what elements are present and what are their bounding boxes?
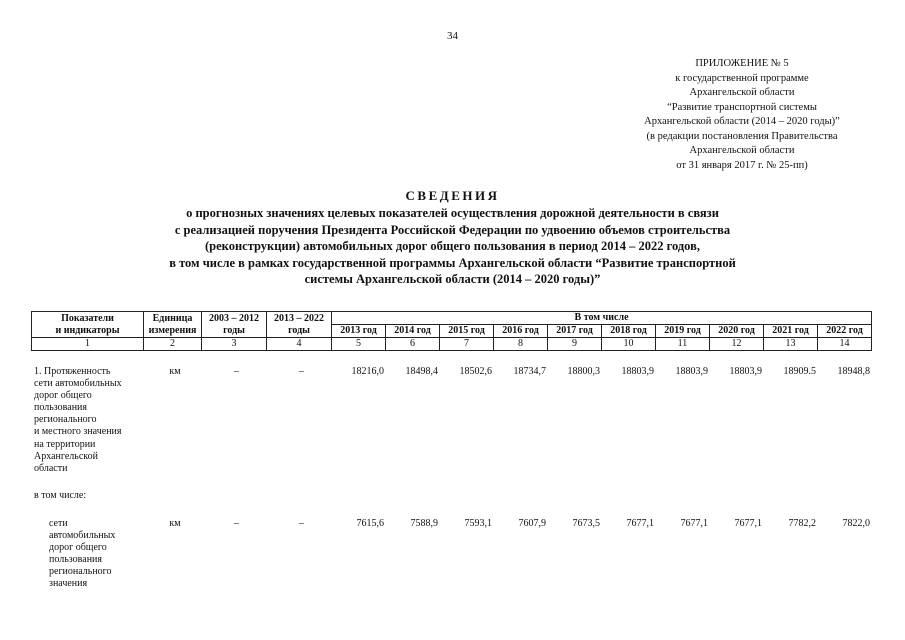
value-cell: 18216,0: [351, 366, 384, 377]
subtitle-line: о прогнозных значениях целевых показателей осуществления дорожной деятельности в связи: [186, 206, 719, 220]
value-cell: 18803,9: [621, 366, 654, 377]
column-number: 9: [548, 338, 602, 351]
header-year: 2014 год: [386, 325, 440, 338]
row-label: 1. Протяженность сети автомобильных дорог общего пользования регионального и местного значения на территории Архангельской области: [34, 366, 122, 474]
row-period-2: –: [299, 518, 304, 529]
document-title: СВЕДЕНИЯ: [405, 188, 500, 203]
value-cell: 7822,0: [842, 518, 870, 529]
row-unit: км: [169, 366, 181, 377]
value-cell: 7673,5: [572, 518, 600, 529]
value-cell: 7677,1: [626, 518, 654, 529]
appendix-line: Архангельской области (2014 – 2020 годы)”: [644, 116, 840, 127]
value-cell: 18909.5: [783, 366, 816, 377]
value-cell: 7677,1: [734, 518, 762, 529]
column-number: 11: [656, 338, 710, 351]
value-cell: 18800,3: [567, 366, 600, 377]
header-including: В том числе: [332, 312, 872, 325]
appendix-line: ПРИЛОЖЕНИЕ № 5: [695, 58, 789, 69]
column-number: 8: [494, 338, 548, 351]
appendix-block: [612, 57, 905, 173]
value-cell: 7677,1: [680, 518, 708, 529]
column-number: 4: [267, 338, 332, 351]
header-year: 2017 год: [548, 325, 602, 338]
header-period-2013-2022: 2013 – 2022 годы: [267, 312, 332, 338]
value-cell: 18734,7: [513, 366, 546, 377]
page-number: 34: [447, 30, 458, 42]
subtitle-line: системы Архангельской области (2014 – 2020 годы)”: [304, 272, 601, 286]
appendix-line: к государственной программе: [675, 72, 809, 84]
header-year: 2018 год: [602, 325, 656, 338]
header-unit: Единица измерения: [144, 312, 202, 338]
header-year: 2015 год: [440, 325, 494, 338]
column-number: 7: [440, 338, 494, 351]
value-cell: 7588,9: [410, 518, 438, 529]
value-cell: 18948,8: [837, 366, 870, 377]
header-period-2003-2012: 2003 – 2012 годы: [202, 312, 267, 338]
column-number: 6: [386, 338, 440, 351]
value-cell: 18803,9: [675, 366, 708, 377]
value-cell: 18498,4: [405, 366, 438, 377]
header-year: 2013 год: [332, 325, 386, 338]
row-period-2: –: [299, 366, 304, 377]
column-number-row: [32, 338, 872, 351]
row-label: в том числе:: [34, 490, 87, 501]
column-number: 13: [764, 338, 818, 351]
appendix-line: Архангельской области: [689, 87, 795, 98]
column-number: 5: [332, 338, 386, 351]
row-label: сети автомобильных дорог общего пользования регионального значения: [49, 518, 116, 590]
row-period-1: –: [234, 518, 239, 529]
appendix-line: (в редакции постановления Правительства: [646, 130, 838, 142]
subtitle-line: в том числе в рамках государственной программы Архангельской области “Развитие транспортной: [169, 255, 736, 270]
header-year: 2020 год: [710, 325, 764, 338]
value-cell: 7607,9: [518, 518, 546, 529]
value-cell: 7782,2: [788, 518, 816, 529]
header-year: 2019 год: [656, 325, 710, 338]
header-year: 2016 год: [494, 325, 548, 338]
document-subtitle: [80, 205, 825, 288]
appendix-line: от 31 января 2017 г. № 25-пп): [676, 159, 808, 171]
row-period-1: –: [234, 366, 239, 377]
appendix-line: Архангельской области: [689, 145, 795, 156]
header-year: 2022 год: [818, 325, 872, 338]
column-number: 14: [818, 338, 872, 351]
header-indicators: Показатели и индикаторы: [32, 312, 144, 338]
value-cell: 18502,6: [459, 366, 492, 377]
column-number: 12: [710, 338, 764, 351]
column-number: 3: [202, 338, 267, 351]
header-year: 2021 год: [764, 325, 818, 338]
appendix-line: “Развитие транспортной системы: [667, 101, 817, 113]
subtitle-line: с реализацией поручения Президента Российской Федерации по удвоению объемов строительства: [174, 222, 731, 237]
column-number: 1: [32, 338, 144, 351]
value-cell: 7593,1: [464, 518, 492, 529]
value-cell: 18803,9: [729, 366, 762, 377]
column-number: 10: [602, 338, 656, 351]
row-unit: км: [169, 518, 181, 529]
column-number: 2: [144, 338, 202, 351]
indicators-table: [31, 311, 872, 351]
value-cell: 7615,6: [356, 518, 384, 529]
subtitle-line: (реконструкции) автомобильных дорог общего пользования в период 2014 – 2022 годов,: [205, 239, 700, 253]
